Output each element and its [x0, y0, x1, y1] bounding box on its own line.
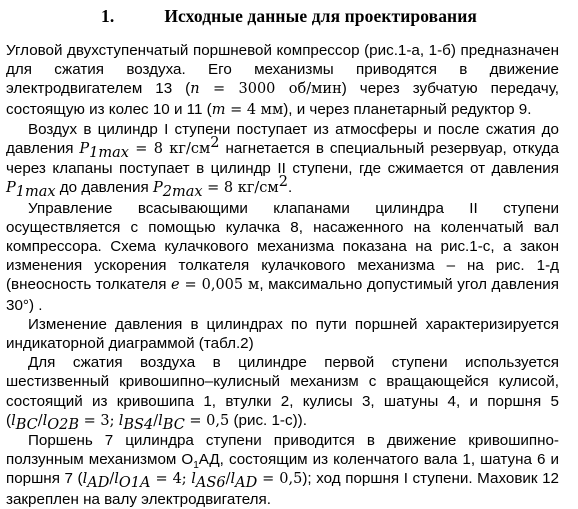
math-var-e: e: [171, 277, 180, 294]
math-var-l: l: [230, 471, 236, 488]
text-run: ), и через планетарный редуктор 9.: [283, 100, 532, 118]
math-ratio-05: = 0,5: [184, 412, 230, 429]
math-var-l: l: [11, 412, 16, 429]
math-var-l: l: [82, 471, 88, 488]
math-slash: /: [225, 471, 231, 488]
math-sub-1max: 1max: [89, 145, 129, 162]
paragraph-air-pressure: [6, 120, 559, 199]
math-eccentricity: = 0,005 м: [179, 277, 260, 294]
math-var-l: l: [158, 412, 163, 429]
text-run: ) через зубчатую передачу, состоящую из колес 10 и 11 (: [6, 80, 559, 118]
math-var-p: P: [79, 141, 90, 158]
text-run: нагнетается в специальный резервуар, откуда через клапаны поступает в цилиндр II ступени, где сжимается от давления: [6, 140, 559, 178]
text-run: Для сжатия воздуха в цилиндре первой ступени используется шестизвенный кривошипно–кулисный механизм с вращающейся кулисой, состоящий из кривошипа 1, втулки 2, кулисы 3, шатуны 4, и поршня 5 (: [6, 354, 559, 429]
text-run: до давления: [55, 179, 153, 197]
text-run: АД, состоящим из коленчатого вала 1, шатуна 6 и поршня 7 (: [6, 451, 559, 488]
math-var-p: P: [6, 180, 16, 197]
text-run: Поршень 7 цилиндра ступени приводится в движение кривошипно-ползунным механизмом O: [6, 432, 559, 469]
text-run: , максимально допустимый угол давления 30°) .: [6, 276, 559, 314]
math-gear-module: = 4 мм: [225, 101, 284, 118]
text-run: Управление всасывающими клапанами цилиндра II ступени осуществляется с помощью кулачка 8, насаженного на коленчатый вал компрессора. Схема кулачкового механизма показана на рис.1-с, а закон изменения ускорения толкателя кулачкового механизма – на рис. 1-д (внеосность толкателя: [6, 199, 559, 294]
math-pressure-1: = 8 кг/см: [128, 141, 211, 158]
math-sub-o1a: O1A: [118, 475, 151, 492]
text-run: (рис. 1-с)).: [229, 411, 307, 429]
math-var-n: n: [190, 81, 200, 98]
paragraph-valve-control: [6, 199, 559, 315]
section-heading: [0, 4, 578, 28]
math-var-l: l: [114, 471, 119, 488]
math-var-m: m: [211, 101, 226, 118]
math-sup-2: 2: [210, 134, 220, 151]
paragraph-indicator-diagram: [6, 315, 559, 353]
math-sub-2max: 2max: [162, 184, 203, 201]
section-number: 1.: [100, 6, 115, 26]
math-var-l: l: [42, 412, 48, 429]
math-slash: /: [37, 412, 43, 429]
math-pressure-2: = 8 кг/см: [202, 180, 279, 197]
math-var-p: P: [152, 180, 163, 197]
math-rotation-speed: = 3000 об/мин: [199, 81, 342, 98]
section-title: Исходные данные для проектирования: [164, 6, 477, 26]
text-run: Угловой двухступенчатый поршневой компрессор (рис.1-а, 1-б) предназначен для сжатия воздуха. Его механизмы приводятся в движение электродвигателем 13 (: [6, 42, 559, 98]
math-sub-1: 1: [193, 460, 199, 472]
math-ratio-05: = 0,5: [257, 471, 303, 488]
math-semicolon: ;: [181, 471, 187, 488]
math-sub-ad: AD: [87, 475, 110, 492]
math-slash: /: [153, 412, 159, 429]
math-sub-bc: BC: [15, 416, 38, 433]
math-ratio-3: = 3: [79, 412, 110, 429]
text-run: Воздух в цилиндр I ступени поступает из атмосферы и после сжатия до давления: [6, 120, 559, 158]
text-run: .: [287, 179, 293, 197]
text-run: Изменение давления в цилиндрах по пути поршней характеризируется индикаторной диаграммой (табл.2): [6, 315, 559, 353]
math-slash: /: [109, 471, 115, 488]
math-sub-o2b: O2B: [47, 416, 80, 433]
math-sub-1max: 1max: [15, 184, 56, 201]
paragraph-compressor-overview: [6, 41, 559, 120]
math-sub-bs4: BS4: [123, 416, 154, 433]
math-var-l: l: [191, 471, 196, 488]
text-run: ); ход поршня I ступени. Маховик 12 закреплен на валу электродвигателя.: [6, 470, 559, 508]
paragraph-first-stage-mechanism: [6, 353, 559, 431]
paragraph-second-stage-mechanism: [6, 431, 559, 509]
math-ratio-4: = 4: [150, 471, 182, 488]
math-sub-bc: BC: [162, 416, 185, 433]
math-semicolon: ;: [109, 412, 115, 429]
math-sub-ad: AD: [235, 475, 258, 492]
math-sup-2: 2: [278, 174, 288, 191]
document-body: [6, 41, 559, 509]
math-var-l: l: [118, 412, 124, 429]
math-sub-as6: AS6: [195, 475, 226, 492]
